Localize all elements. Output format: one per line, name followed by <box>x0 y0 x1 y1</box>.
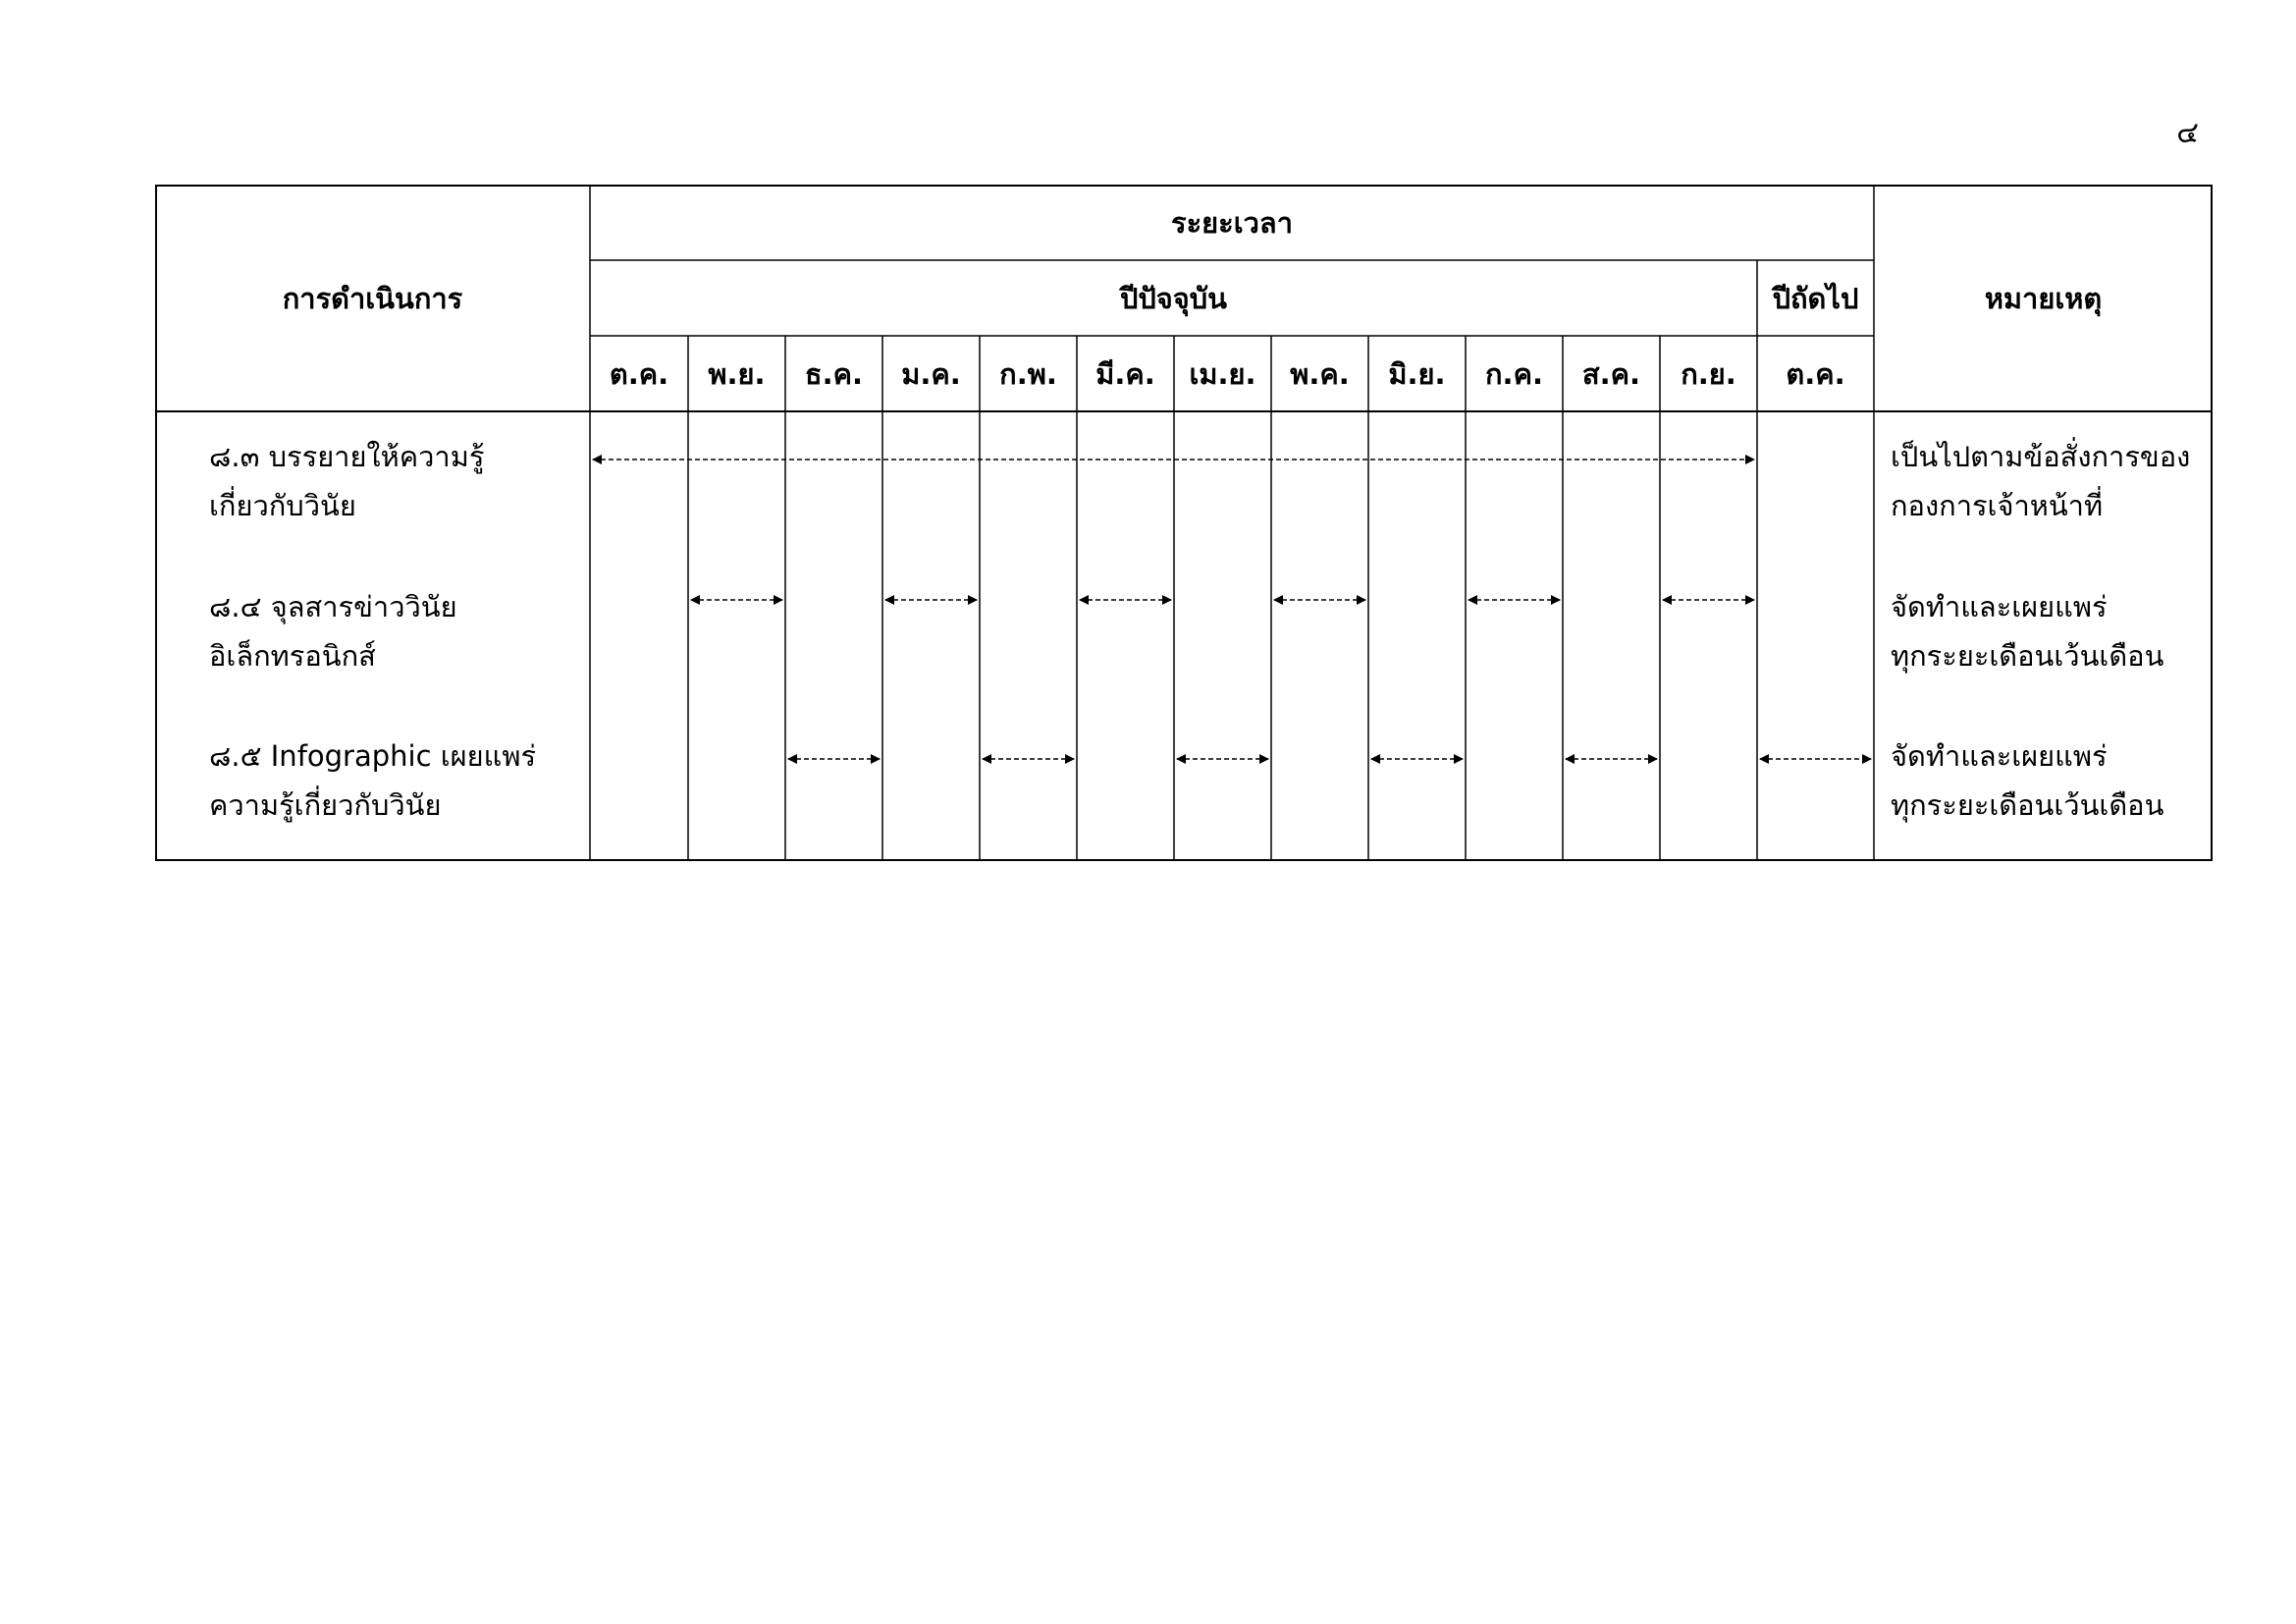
activity-line: อิเล็กทรอนิกส์ <box>209 639 376 673</box>
month-header: มี.ค. <box>1095 356 1155 391</box>
month-header: ธ.ค. <box>804 356 864 391</box>
remark-line: ทุกระยะเดือนเว้นเดือน <box>1891 639 2164 673</box>
activity-cell <box>209 731 536 830</box>
remark-line: ทุกระยะเดือนเว้นเดือน <box>1891 788 2164 822</box>
month-header: มิ.ย. <box>1388 356 1446 391</box>
remark-cell <box>1891 731 2163 830</box>
remark-cell <box>1891 432 2190 530</box>
activity-cell <box>209 582 457 680</box>
period-header: ระยะเวลา <box>1171 205 1293 240</box>
next-year-header: ปีถัดไป <box>1772 281 1859 315</box>
current-year-header: ปีปัจจุบัน <box>1119 281 1228 315</box>
remark-line: กองการเจ้าหน้าที่ <box>1891 489 2104 522</box>
remark-header: หมายเหตุ <box>1984 281 2103 315</box>
month-header: พ.ค. <box>1290 356 1350 391</box>
remark-line: จัดทำและเผยแพร่ <box>1891 590 2108 623</box>
activity-header: การดำเนินการ <box>282 281 463 315</box>
activity-cell <box>209 432 484 530</box>
month-header: ต.ค. <box>609 356 669 391</box>
remark-line: เป็นไปตามข้อสั่งการของ <box>1891 440 2191 473</box>
activity-line: ๘.๕ Infographic เผยแพร่ <box>209 739 537 773</box>
activity-line: ๘.๔ จุลสารข่าววินัย <box>209 590 457 623</box>
activity-line: ๘.๓ บรรยายให้ความรู้ <box>209 440 485 473</box>
month-header: ต.ค. <box>1786 356 1845 391</box>
month-header: ก.ย. <box>1681 356 1736 391</box>
month-header: ส.ค. <box>1581 356 1641 391</box>
remark-cell <box>1891 582 2163 680</box>
month-header: ก.ค. <box>1485 356 1543 391</box>
remark-line: จัดทำและเผยแพร่ <box>1891 739 2108 773</box>
month-header: พ.ย. <box>708 356 766 391</box>
activity-line: ความรู้เกี่ยวกับวินัย <box>209 788 442 822</box>
page-number: ๔ <box>2176 116 2199 150</box>
month-header: ม.ค. <box>901 356 961 391</box>
activity-line: เกี่ยวกับวินัย <box>209 489 356 522</box>
schedule-table <box>155 185 2213 861</box>
month-header: เม.ย. <box>1189 356 1256 391</box>
month-header: ก.พ. <box>999 356 1057 391</box>
